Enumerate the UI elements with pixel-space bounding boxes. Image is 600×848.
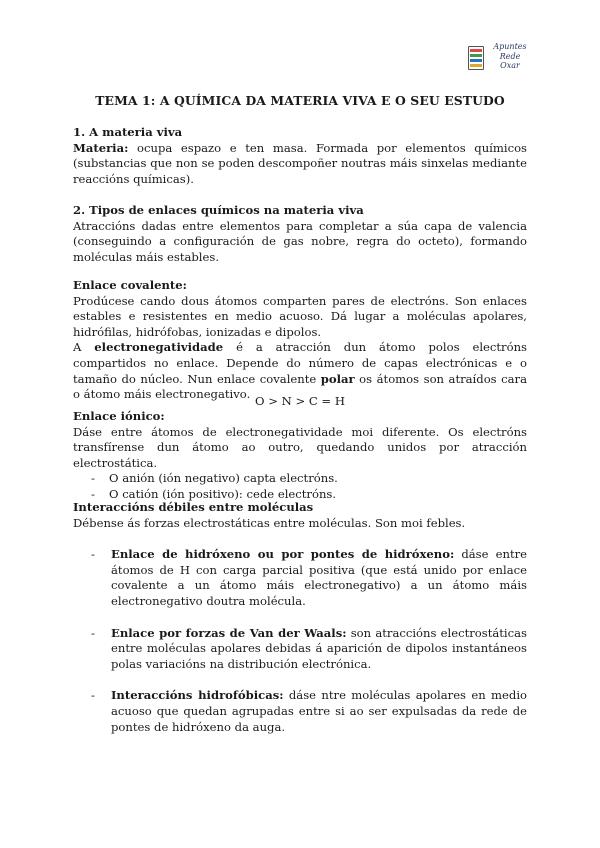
text: é a atracción dun átomo polos electróns compartidos no enlace. Depende do número de capas electrónicas e o tamaño do núcleo. Nun enlace covalente	[73, 340, 527, 386]
section-debiles	[73, 500, 527, 735]
spacer	[73, 610, 527, 626]
notebook-icon	[468, 46, 484, 70]
logo-line-2: Rede	[499, 51, 521, 61]
brand-logo	[464, 40, 534, 76]
ion-list	[73, 471, 527, 502]
logo-text	[488, 42, 532, 71]
paragraph: Prodúcese cando dous átomos comparten pares de electróns. Son enlaces estables e resistentes en medio acuoso. Dá lugar a moléculas apolares, hidrófilas, hidrófobas, ionizadas e dipolos.	[73, 293, 527, 339]
list-item	[73, 547, 527, 609]
subsection-heading: Enlace iónico:	[73, 409, 165, 423]
page-title: TEMA 1: A QUÍMICA DA MATERIA VIVA E O SEU ESTUDO	[95, 93, 505, 108]
subsection-heading: Interaccións débiles entre moléculas	[73, 500, 314, 514]
term: polar	[320, 371, 355, 386]
text: son atraccións electrostáticas entre moléculas apolares debidas á aparición de dipolos instantáneos polas variacións na distribución electrónica.	[111, 625, 527, 671]
text: dáse entre átomos de H con carga parcial positiva (que está unido por enlace covalente a un átomo máis electronegativo) a un átomo máis electronegativo doutra molécula.	[111, 547, 528, 608]
term: Enlace de hidróxeno ou por pontes de hidróxeno:	[111, 547, 455, 562]
section-paragraph	[73, 141, 527, 188]
spacer	[73, 672, 527, 688]
section-enlaces	[73, 203, 527, 265]
term: Materia:	[73, 140, 129, 155]
section-materia	[73, 125, 527, 187]
logo-line-1: Apuntes	[493, 42, 527, 51]
list-item	[73, 688, 527, 735]
section-heading: 1. A materia viva	[73, 125, 183, 139]
section-covalente	[73, 278, 527, 403]
text: A	[73, 340, 95, 355]
paragraph: Dáse entre átomos de electronegatividade moi diferente. Os electróns transfírense dun átomo ao outro, quedando unidos por atracción electrostática.	[73, 424, 527, 470]
list-item: - O catión (ión positivo): cede electróns.	[73, 487, 527, 503]
electronegativity-order: O > N > C = H	[255, 394, 345, 408]
list-item: - O anión (ión negativo) capta electróns.	[73, 471, 527, 487]
text: os átomos son atraídos cara o átomo máis electronegativo.	[73, 371, 527, 402]
section-heading: 2. Tipos de enlaces químicos na materia viva	[73, 203, 364, 217]
list-item	[73, 626, 527, 673]
interaction-list	[73, 547, 527, 735]
term: electronegatividade	[94, 340, 224, 355]
subsection-heading: Enlace covalente:	[73, 278, 187, 292]
section-ionico	[73, 409, 527, 503]
paragraph: Débense ás forzas electrostáticas entre moléculas. Son moi febles.	[73, 515, 466, 530]
paragraph-text: ocupa espazo e ten masa. Formada por elementos químicos (substancias que non se poden descompoñer noutras máis sinxelas mediante reaccións químicas).	[73, 140, 527, 186]
logo-line-3: Oxar	[500, 61, 520, 70]
text: dáse ntre moléculas apolares en medio acuoso que quedan agrupadas entre si ao ser expulsadas da rede de pontes de hidróxeno da auga.	[111, 688, 528, 734]
term: Interaccións hidrofóbicas:	[111, 688, 284, 703]
term: Enlace por forzas de Van der Waals:	[111, 625, 347, 640]
section-paragraph: Atraccións dadas entre elementos para completar a súa capa de valencia (conseguindo a configuración de gas nobre, regra do octeto), formando moléculas máis estables.	[73, 218, 527, 264]
